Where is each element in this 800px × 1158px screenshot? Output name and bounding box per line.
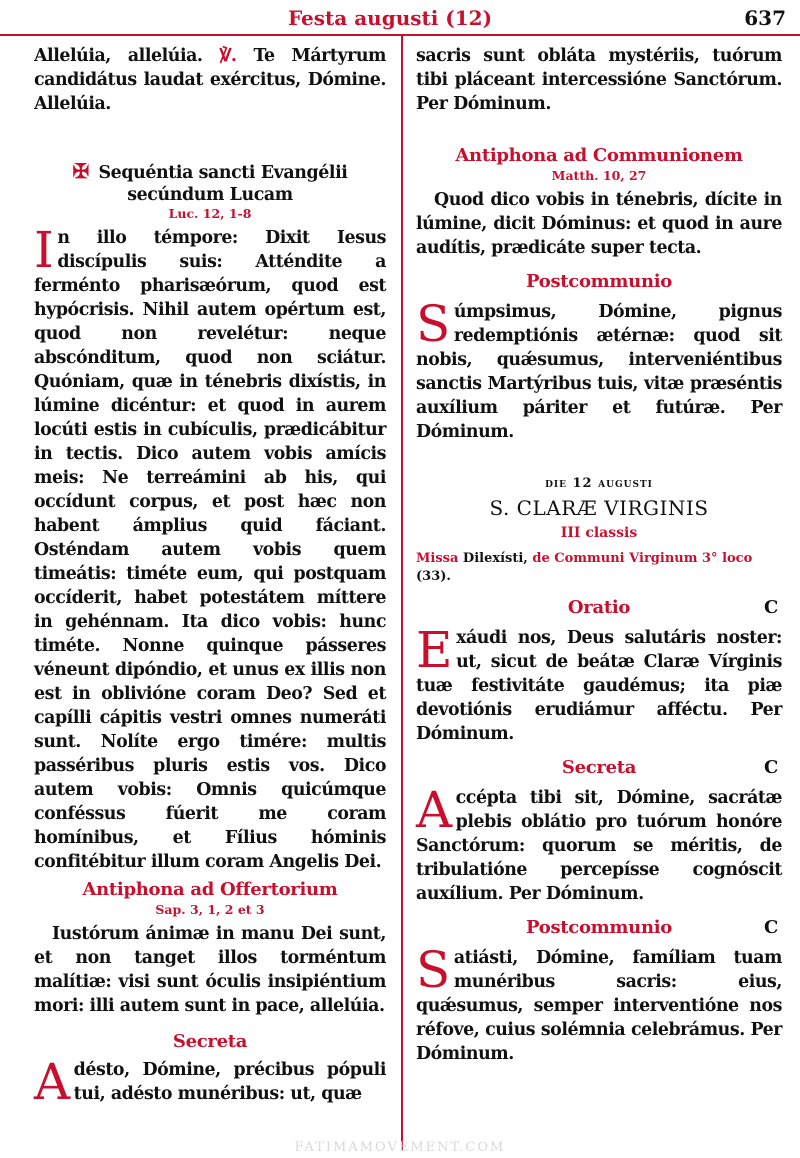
right-column [416,44,782,1066]
secreta2-body: ccépta tibi sit, Dómine, sacrátæ plebis oblátio pro tuórum honóre Sanctórum: quorum se méritis, de tribulatióne percepísse cognóscit auxílium. Per Dóminum. [416,788,782,904]
gospel-title-text: Sequéntia sancti Evangélii secúndum Lucam [98,163,348,205]
drop-cap: S [416,295,450,353]
oratio-heading [416,596,782,620]
feast-date: die 12 augusti [545,476,653,491]
common-marker: C [763,917,778,938]
communion-heading: Antiphona ad Communionem [455,145,743,166]
gospel-title [34,160,386,206]
cross-icon: ✠ [72,159,89,183]
secreta-body: désto, Dómine, précibus pópuli tui, adésto munéribus: ut, quæ [73,1060,386,1104]
drop-cap: A [416,781,452,839]
alleluia-text-b: Te Mártyrum candidátus laudat exércitus, Dómine. Allelúia. [34,46,386,114]
oratio-heading-text: Oratio [567,597,631,618]
missa-number: (33). [416,569,451,584]
oratio-text [416,621,782,746]
communion-text: Quod dico vobis in ténebris, dícite in lúmine, dicit Dóminus: et quod in aure audítis, prædicáte super tecta. [416,190,782,258]
drop-cap: E [416,621,453,679]
gospel-reference: Luc. 12, 1-8 [168,206,252,221]
drop-cap: A [34,1053,70,1111]
secreta2-text [416,781,782,906]
postcommunio2-heading-text: Postcommunio [526,917,672,938]
oratio-body: xáudi nos, Deus salutáris noster: ut, sicut de beátæ Claræ Vírginis tuæ festivitáte gaudémus; ita piæ devotiónis erudiámur afféctu. Per Dóminum. [416,628,782,744]
page-title: Festa augusti (12) [287,6,493,30]
missa-incipit: Dilexísti, [462,551,528,566]
secreta2-heading-text: Secreta [561,757,637,778]
missa-rubric [416,550,782,586]
offertory-heading: Antiphona ad Offertorium [82,879,338,900]
offertory-reference: Sap. 3, 1, 2 et 3 [155,902,265,917]
secreta2-heading [416,756,782,780]
feast-class: III classis [560,525,638,541]
postcommunio-heading: Postcommunio [526,271,672,292]
offertory-text: Iustórum ánimæ in manu Dei sunt, et non tanget illos torméntum malítiæ: visi sunt óculis insipiéntium mori: illi autem sunt in pace, allelúia. [34,924,386,1016]
gospel-text [34,221,386,874]
gospel-body: n illo témpore: Dixit Iesus discípulis suis: Atténdite a ferménto pharisæórum, quod est hypócrisis. Nihil autem opértum est, quod non revelétur: neque abscónditum, quod non sciátur. Quóniam, quæ in ténebris dixístis, in lúmine dicéntur: et quod in aurem locúti estis in cubículis, prædicábitur in tectis. Dico autem vobis amícis meis: Ne terreámini ab his, qui occídunt corpus, et post hæc non habent ámplius quid fáciant. Osténdam autem vobis quem timeátis: timéte eum, qui postquam occíderit, habet potestátem míttere in gehénnam. Ita dico vobis: hunc timéte. Nonne quinque pásseres véneunt dipóndio, et unus ex illis non est in oblivióne coram Deo? Sed et capílli cápitis vestri omnes numeráti sunt. Nolíte ergo timére: multis passéribus pluris estis vos. Dico autem vobis: Omnis quicúmque conféssus fúerit me coram homínibus, et Fílius hóminis confitébitur illum coram Angelis Dei. [34,228,386,872]
page-number: 637 [744,6,786,30]
missa-label: Missa [416,551,459,566]
postcommunio-body: úmpsimus, Dómine, pignus redemptiónis ætérnæ: quod sit nobis, quǽsumus, interveniéntibus sanctis Martýribus tuis, vitæ præséntis auxílium páriter et futúræ. Per Dóminum. [416,302,782,442]
page-header [0,0,800,36]
feast-name: S. CLARÆ VIRGINIS [489,496,709,520]
drop-cap: I [34,221,54,279]
versicle-icon: ℣. [219,46,237,66]
communion-reference: Matth. 10, 27 [551,168,647,183]
secreta-continuation: sacris sunt obláta mystériis, tuórum tibi pláceant intercessióne Sanctórum. Per Dóminum. [416,46,782,114]
postcommunio-text [416,295,782,444]
common-marker: C [763,597,778,618]
missa-rest: de Communi Virginum 3° loco [532,551,753,566]
alleluia-text-a: Allelúia, allelúia. [34,46,203,66]
common-marker: C [763,757,778,778]
postcommunio2-body: atiásti, Dómine, famíliam tuam munéribus sacris: eius, quǽsumus, semper interventióne nos réfove, cuius solémnia celebrámus. Per Dóminum. [416,948,782,1064]
drop-cap: S [416,941,450,999]
column-divider [401,36,403,1150]
secreta-text [34,1053,386,1111]
secreta-heading: Secreta [172,1031,248,1052]
watermark: FATIMAMOVEMENT.COM [294,1140,506,1155]
alleluia-verse [34,44,386,116]
postcommunio2-heading [416,916,782,940]
left-column [34,44,386,1111]
postcommunio2-text [416,941,782,1066]
